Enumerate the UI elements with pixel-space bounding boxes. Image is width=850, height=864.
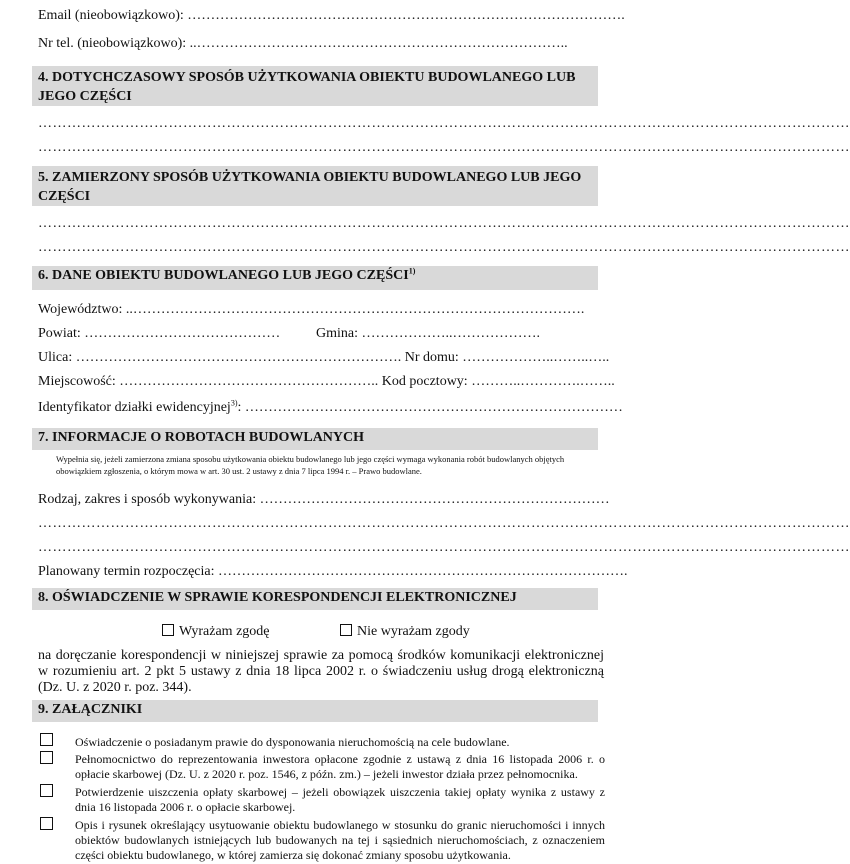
section-9-header: 9. ZAŁĄCZNIKI: [32, 700, 598, 722]
section-5-header: 5. ZAMIERZONY SPOSÓB UŻYTKOWANIA OBIEKTU BUDOWLANEGO LUB JEGO CZĘŚCI: [32, 166, 598, 206]
attachment-4-checkbox[interactable]: [40, 817, 53, 830]
locality-field[interactable]: Miejscowość: ……………………………………………….. Kod pocztowy: ………..………….……..: [38, 374, 615, 389]
section-6-title: 6. DANE OBIEKTU BUDOWLANEGO LUB JEGO CZĘŚCI: [38, 268, 409, 283]
voivodeship-field[interactable]: Województwo: ..…………………………………………………………………………………….: [38, 302, 585, 317]
agree-option[interactable]: [162, 624, 270, 640]
footnote-3-marker: 3): [230, 398, 238, 408]
attachment-3-text: Potwierdzenie uiszczenia opłaty skarbowej – jeżeli obowiązek uiszczenia takiej opłaty wynika z ustawy z dnia 16 listopada 2006 r. o opłacie skarbowej.: [75, 785, 605, 814]
attachment-1-text: Oświadczenie o posiadanym prawie do dysponowania nieruchomością na cele budowlane.: [75, 735, 510, 749]
works-scope-line-1[interactable]: ……………………………………………………………………………………………………………………………………………………: [38, 516, 850, 531]
section-4-line-1[interactable]: ……………………………………………………………………………………………………………………………………………………: [38, 116, 850, 131]
electronic-correspondence-text: na doręczanie korespondencji w niniejszej sprawie za pomocą środków komunikacji elektronicznej w rozumieniu art. 2 pkt 5 ustawy z dnia 18 lipca 2002 r. o świadczeniu usług drogą elektroniczną (Dz. U. z 2020 r. poz. 344).: [38, 648, 604, 695]
email-field[interactable]: Email (nieobowiązkowo): ………………………………………………………………………………….: [38, 8, 625, 23]
section-5-line-2[interactable]: ……………………………………………………………………………………………………………………………………………………: [38, 240, 850, 255]
section-6-header: [32, 266, 598, 290]
section-8-header: 8. OŚWIADCZENIE W SPRAWIE KORESPONDENCJI ELEKTRONICZNEJ: [32, 588, 598, 610]
agree-checkbox[interactable]: [162, 624, 174, 636]
footnote-1-marker: 1): [408, 266, 416, 276]
start-date-field[interactable]: Planowany termin rozpoczęcia: …………………………………………………………………………….: [38, 564, 628, 579]
section-4-header: 4. DOTYCHCZASOWY SPOSÓB UŻYTKOWANIA OBIEKTU BUDOWLANEGO LUB JEGO CZĘŚCI: [32, 66, 598, 106]
street-field[interactable]: Ulica: ……………………………………………………………. Nr domu: ………………..……..…..: [38, 350, 610, 365]
disagree-option[interactable]: [340, 624, 470, 640]
disagree-label: Nie wyrażam zgody: [357, 624, 470, 639]
phone-field[interactable]: Nr tel. (nieobowiązkowo): ..……………………………………………………………………..: [38, 36, 568, 51]
works-scope-field[interactable]: Rodzaj, zakres i sposób wykonywania: …………………………………………………………………: [38, 492, 610, 507]
section-4-line-2[interactable]: ……………………………………………………………………………………………………………………………………………………: [38, 140, 850, 155]
plot-id-label: Identyfikator działki ewidencyjnej: [38, 400, 231, 415]
commune-field[interactable]: Gmina: ………………..……………….: [316, 326, 540, 341]
plot-id-dots: : ………………………………………………………………………: [237, 400, 623, 415]
agree-label: Wyrażam zgodę: [179, 624, 270, 639]
works-scope-line-2[interactable]: ……………………………………………………………………………………………………………………………………………………: [38, 540, 850, 555]
section-7-note: Wypełnia się, jeżeli zamierzona zmiana sposobu użytkowania obiektu budowlanego lub jego części wymaga wykonania robót budowlanych objętych obowiązkiem zgłoszenia, o którym mowa w art. 30 ust. 2 ustawy z dnia 7 lipca 1994 r. – Prawo budowlane.: [56, 454, 565, 476]
disagree-checkbox[interactable]: [340, 624, 352, 636]
attachment-4-text: Opis i rysunek określający usytuowanie obiektu budowlanego w stosunku do granic nieruchomości i innych obiektów budowlanych istniejących lub budowanych na tej i sąsiednich nieruchomościach, z oznaczeniem części obiektu budowlanego, w której zamierza się dokonać zmiany sposobu użytkowania.: [75, 818, 605, 862]
county-field[interactable]: Powiat: ……………………………………: [38, 326, 281, 341]
attachment-2-text: Pełnomocnictwo do reprezentowania inwestora opłacone zgodnie z ustawą z dnia 16 listopada 2006 r. o opłacie skarbowej (Dz. U. z 2020 r. poz. 1546, z późn. zm.) – jeżeli inwestor działa przez pełnomocnika.: [75, 752, 605, 781]
section-7-header: 7. INFORMACJE O ROBOTACH BUDOWLANYCH: [32, 428, 598, 450]
attachment-1-checkbox[interactable]: [40, 733, 53, 746]
section-5-line-1[interactable]: ……………………………………………………………………………………………………………………………………………………: [38, 216, 850, 231]
plot-id-field[interactable]: [38, 398, 623, 416]
attachment-3-checkbox[interactable]: [40, 784, 53, 797]
attachment-2-checkbox[interactable]: [40, 751, 53, 764]
